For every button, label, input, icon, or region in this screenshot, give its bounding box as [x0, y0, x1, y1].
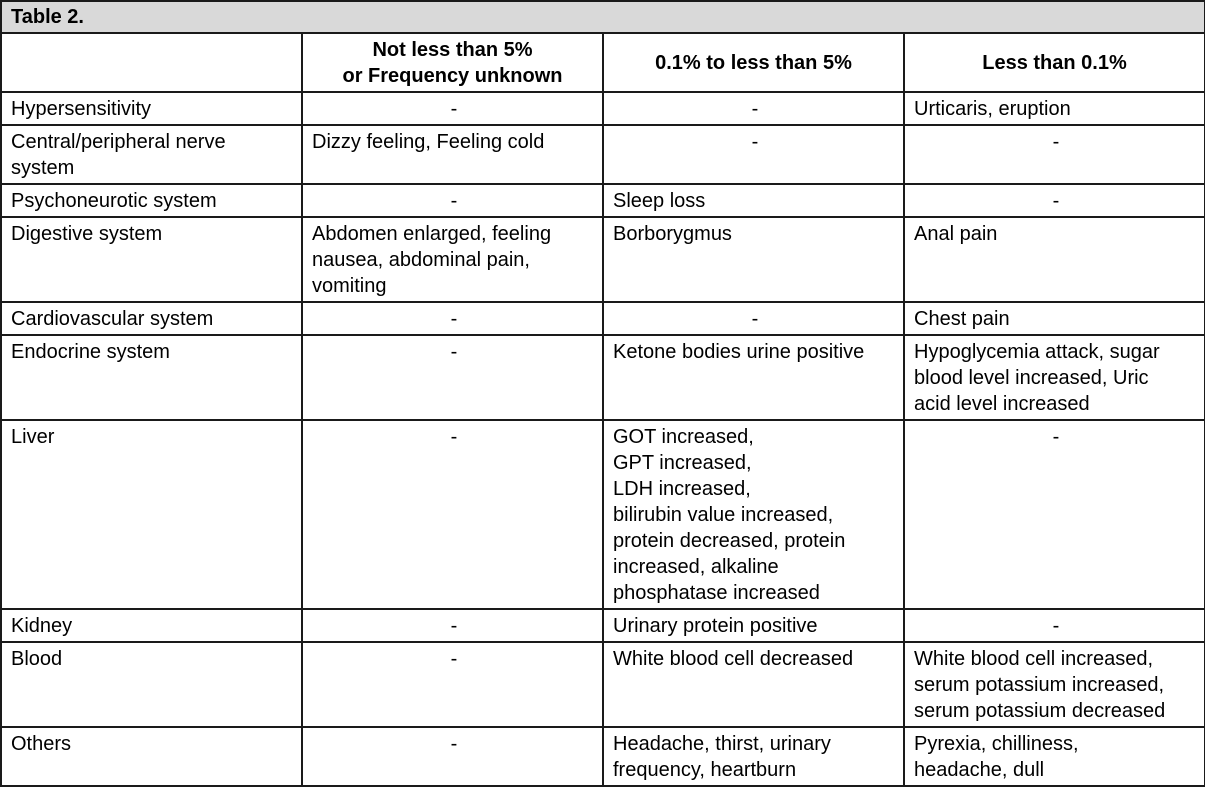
- category-cell: Cardiovascular system: [1, 302, 302, 335]
- category-cell: Others: [1, 727, 302, 786]
- frequency-low-cell: -: [904, 609, 1205, 642]
- frequency-high-cell: -: [302, 184, 603, 217]
- table-row: [1, 302, 1205, 335]
- table-row: [1, 184, 1205, 217]
- table-row: [1, 92, 1205, 125]
- frequency-low-cell: Hypoglycemia attack, sugar blood level increased, Uric acid level increased: [904, 335, 1205, 420]
- frequency-high-cell: -: [302, 420, 603, 609]
- frequency-low-cell: -: [904, 184, 1205, 217]
- table-row: [1, 217, 1205, 302]
- frequency-low-cell: Pyrexia, chilliness, headache, dull: [904, 727, 1205, 786]
- table-row: [1, 335, 1205, 420]
- frequency-low-cell: Anal pain: [904, 217, 1205, 302]
- frequency-mid-cell: Sleep loss: [603, 184, 904, 217]
- table-body: [1, 92, 1205, 786]
- category-cell: Endocrine system: [1, 335, 302, 420]
- table-row: [1, 642, 1205, 727]
- frequency-mid-cell: -: [603, 125, 904, 184]
- header-frequency-low: Less than 0.1%: [904, 33, 1205, 92]
- frequency-low-cell: Urticaris, eruption: [904, 92, 1205, 125]
- frequency-mid-cell: GOT increased, GPT increased, LDH increased, bilirubin value increased, protein decreased, protein increased, alkaline phosphatase increased: [603, 420, 904, 609]
- category-cell: Psychoneurotic system: [1, 184, 302, 217]
- frequency-low-cell: -: [904, 125, 1205, 184]
- header-frequency-high: Not less than 5% or Frequency unknown: [302, 33, 603, 92]
- frequency-high-cell: -: [302, 92, 603, 125]
- category-cell: Hypersensitivity: [1, 92, 302, 125]
- category-cell: Central/peripheral nerve system: [1, 125, 302, 184]
- table-row: [1, 420, 1205, 609]
- table-caption: Table 2.: [1, 1, 1205, 33]
- frequency-high-cell: -: [302, 302, 603, 335]
- frequency-high-cell: -: [302, 727, 603, 786]
- category-cell: Kidney: [1, 609, 302, 642]
- frequency-mid-cell: Borborygmus: [603, 217, 904, 302]
- frequency-mid-cell: Headache, thirst, urinary frequency, heartburn: [603, 727, 904, 786]
- category-cell: Liver: [1, 420, 302, 609]
- frequency-mid-cell: White blood cell decreased: [603, 642, 904, 727]
- frequency-high-cell: Dizzy feeling, Feeling cold: [302, 125, 603, 184]
- table-caption-row: [1, 1, 1205, 33]
- header-category: [1, 33, 302, 92]
- frequency-high-cell: Abdomen enlarged, feeling nausea, abdominal pain, vomiting: [302, 217, 603, 302]
- frequency-low-cell: -: [904, 420, 1205, 609]
- header-frequency-mid: 0.1% to less than 5%: [603, 33, 904, 92]
- frequency-low-cell: White blood cell increased, serum potassium increased, serum potassium decreased: [904, 642, 1205, 727]
- frequency-mid-cell: -: [603, 92, 904, 125]
- frequency-high-cell: -: [302, 335, 603, 420]
- frequency-high-cell: -: [302, 609, 603, 642]
- table-row: [1, 609, 1205, 642]
- frequency-mid-cell: Urinary protein positive: [603, 609, 904, 642]
- table-header-row: [1, 33, 1205, 92]
- table-row: [1, 727, 1205, 786]
- category-cell: Blood: [1, 642, 302, 727]
- frequency-mid-cell: -: [603, 302, 904, 335]
- frequency-mid-cell: Ketone bodies urine positive: [603, 335, 904, 420]
- category-cell: Digestive system: [1, 217, 302, 302]
- table-row: [1, 125, 1205, 184]
- frequency-low-cell: Chest pain: [904, 302, 1205, 335]
- frequency-high-cell: -: [302, 642, 603, 727]
